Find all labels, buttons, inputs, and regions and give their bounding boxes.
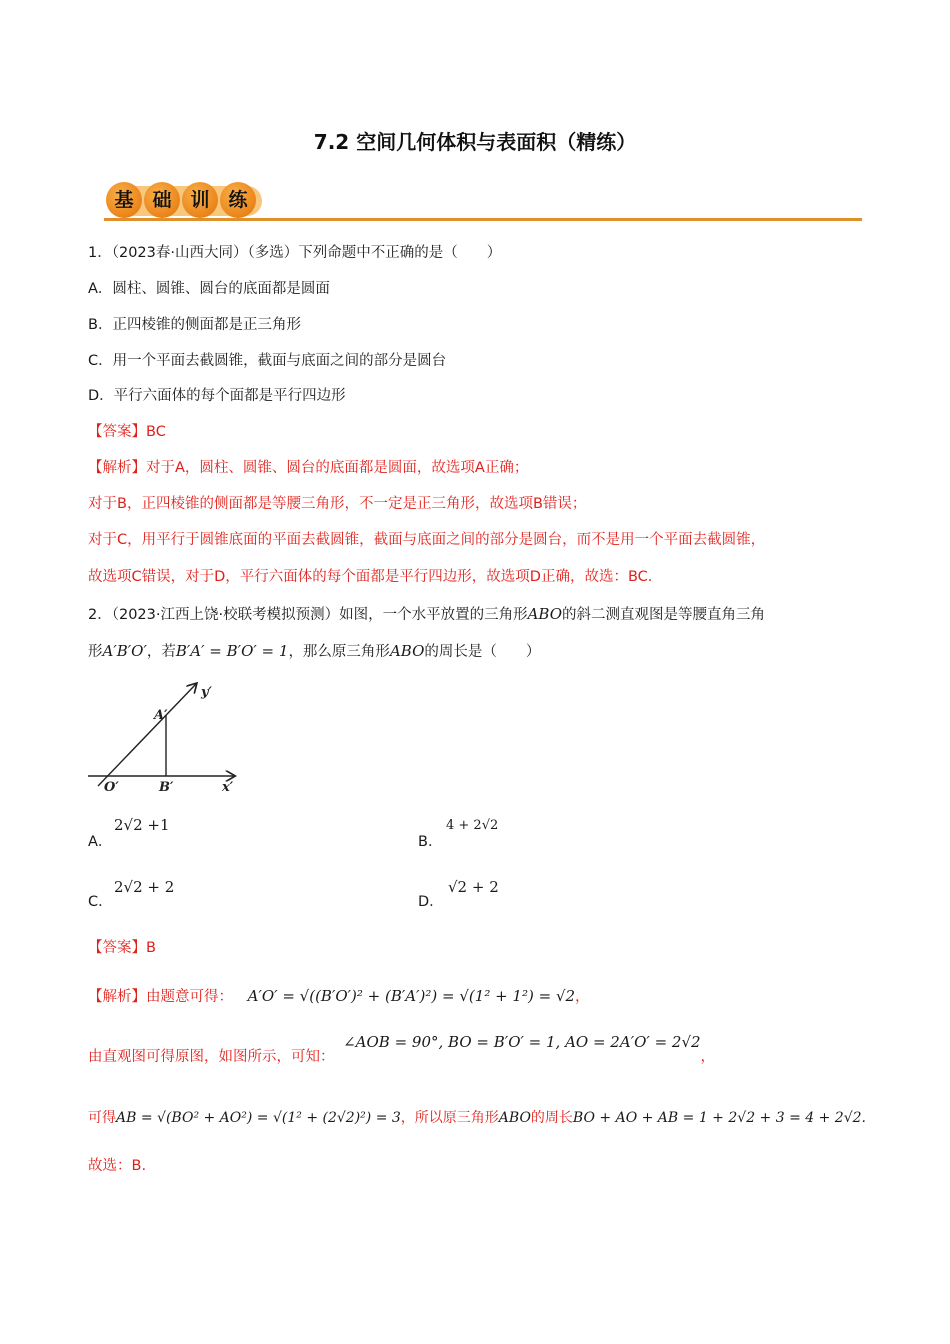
q2-analysis-eq3: AB = √(BO² + AO²) = √(1² + (2√2)²) = 3 [116, 1110, 401, 1126]
label-o: O′ [104, 780, 119, 795]
q1-answer: 【答案】BC [88, 424, 166, 440]
y-axis [98, 684, 196, 786]
q2-stem-text-1: 2．（2023·江西上饶·校联考模拟预测）如图，一个水平放置的三角形 [88, 607, 528, 623]
q2-analysis-eq4: BO + AO + AB = 1 + 2√2 + 3 = 4 + 2√2. [572, 1110, 866, 1126]
label-b: B′ [159, 780, 174, 795]
section-char-4: 练 [220, 182, 256, 218]
q2-figure [84, 678, 244, 798]
q2-stem-line2 [88, 641, 540, 662]
q2-analysis-line3-mid: ，所以原三角形 [400, 1110, 499, 1126]
section-divider [104, 218, 862, 221]
q2-stem-text-2: 的斜二测直观图是等腰直角三角 [562, 607, 766, 623]
q2-conclusion: 故选：B. [88, 1158, 147, 1174]
section-char-1: 基 [106, 182, 142, 218]
q1-option-b: B．正四棱锥的侧面都是正三角形 [88, 317, 301, 333]
q2-stem2-abo: ABO [389, 642, 425, 660]
label-y: y′ [201, 685, 212, 700]
q2-stem2-condition: B′A′ = B′O′ = 1 [175, 642, 289, 660]
q2-analysis-line3-mid2: 的周长 [530, 1110, 573, 1126]
q2-stem-line1 [88, 604, 765, 625]
q2-stem2-text-1: 形 [88, 644, 103, 660]
q2-option-b-value: 4 + 2√2 [446, 818, 499, 833]
q1-option-a: A．圆柱、圆锥、圆台的底面都是圆面 [88, 281, 330, 297]
q2-option-a-value: 2√2 +1 [114, 816, 170, 834]
q1-analysis-1: 【解析】对于A，圆柱、圆锥、圆台的底面都是圆面，故选项A正确； [88, 460, 529, 476]
section-char-2: 础 [144, 182, 180, 218]
q2-analysis-eq1-tail: ， [575, 989, 590, 1005]
q2-analysis-lead: 【解析】由题意可得： [88, 989, 233, 1005]
q1-analysis-4: 故选项C错误，对于D，平行六面体的每个面都是平行四边形，故选项D正确，故选：BC. [88, 569, 653, 585]
q2-option-b-letter: B． [418, 834, 443, 850]
q2-stem2-text-4: 的周长是（ ） [424, 644, 541, 660]
q2-option-d-value: √2 + 2 [448, 878, 499, 896]
section-banner [100, 182, 870, 224]
q2-analysis-line2 [88, 1033, 716, 1067]
q2-option-a-letter: A． [88, 834, 113, 850]
q1-analysis-2: 对于B，正四棱锥的侧面都是等腰三角形，不一定是正三角形，故选项B错误； [88, 496, 587, 512]
page-title: 7.2 空间几何体积与表面积（精练） [313, 130, 637, 154]
q2-option-c-value: 2√2 + 2 [114, 878, 175, 896]
q2-stem2-text-2: ，若 [146, 644, 176, 660]
q2-answer: 【答案】B [88, 940, 156, 956]
label-x: x′ [222, 780, 234, 795]
q2-stem2-text-3: ，那么原三角形 [288, 644, 390, 660]
q2-analysis-line2-text: 由直观图可得原图，如图所示，可知： [88, 1049, 335, 1065]
q1-analysis-3: 对于C，用平行于圆锥底面的平面去截圆锥，截面与底面之间的部分是圆台，而不是用一个平面去截圆锥， [88, 532, 766, 548]
q1-option-d: D．平行六面体的每个面都是平行四边形 [88, 388, 346, 404]
q2-stem-abo: ABO [527, 605, 563, 623]
q2-option-c-letter: C． [88, 894, 113, 910]
q1-option-c: C．用一个平面去截圆锥，截面与底面之间的部分是圆台 [88, 353, 447, 369]
q2-analysis-abo: ABO [498, 1110, 531, 1126]
q2-option-d-letter: D． [418, 894, 444, 910]
q1-stem: 1．（2023春·山西大同）（多选）下列命题中不正确的是（ ） [88, 245, 502, 261]
q2-analysis-eq1: A′O′ = √((B′O′)² + (B′A′)²) = √(1² + 1²) = √2 [247, 987, 576, 1005]
q2-analysis-line1 [88, 986, 590, 1007]
section-char-3: 训 [182, 182, 218, 218]
label-a: A′ [154, 708, 168, 723]
q2-analysis-eq2: ∠AOB = 90°, BO = B′O′ = 1, AO = 2A′O′ = 2√2 [343, 1033, 701, 1051]
q2-analysis-line3-lead: 可得 [88, 1110, 116, 1126]
q2-analysis-eq2-tail: ， [700, 1049, 716, 1065]
q2-analysis-line3 [88, 1108, 866, 1128]
q2-stem2-triangle: A′B′O′ [102, 642, 147, 660]
